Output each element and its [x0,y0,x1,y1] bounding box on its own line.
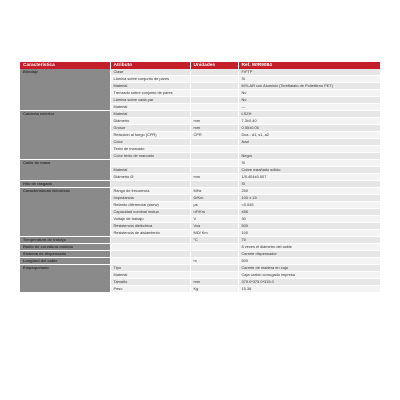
attribute-cell: Material [110,272,190,279]
value-cell: 100 [238,230,380,237]
attribute-cell: Lámina sobre conjunto de pares [110,76,190,83]
unit-cell: Vca [190,223,238,230]
value-cell: 500 [238,258,380,265]
value-cell: No [238,90,380,97]
unit-cell: °C [190,237,238,244]
value-cell: Cobre estañado sólido [238,167,380,174]
value-cell: Carrete de madera en caja [238,265,380,272]
header-ref: Ref. WIR9084 [238,62,380,69]
attribute-cell: Resistencia de aislamiento [110,230,190,237]
table-row [20,258,380,265]
value-cell: Negro [238,153,380,160]
unit-cell: m [190,258,238,265]
attribute-cell: Capacidad nominal mutua [110,209,190,216]
attribute-cell: Color texto de marcado [110,153,190,160]
unit-cell [190,111,238,118]
value-cell: Dca - d1, s1, a2 [238,132,380,139]
unit-cell [190,160,238,167]
unit-cell: mm [190,279,238,286]
unit-cell [190,76,238,83]
group-label: Sistema de dispensado [20,251,110,258]
unit-cell: CPR [190,132,238,139]
attribute-cell: Diámetro [110,118,190,125]
attribute-cell: Peso [110,286,190,293]
attribute-cell: Clase [110,69,190,76]
value-cell: F/FTP [238,69,380,76]
table-row [20,244,380,251]
spec-table [20,62,380,293]
value-cell: 1/0.404±0.007 [238,174,380,181]
value-cell: 8 veces el diámetro del cable [238,244,380,251]
value-cell: <0.045 [238,202,380,209]
table-row [20,181,380,188]
unit-cell [190,244,238,251]
header-unidades: Unidades [190,62,238,69]
attribute-cell: Resistencia dieléctrica [110,223,190,230]
attribute-cell: Rango de frecuencia [110,188,190,195]
value-cell: 250 [238,188,380,195]
value-cell: Si [238,181,380,188]
value-cell: Si [238,76,380,83]
attribute-cell [110,244,190,251]
attribute-cell: Material [110,167,190,174]
attribute-cell: Grosor [110,125,190,132]
attribute-cell: Reacción al fuego (CPR) [110,132,190,139]
unit-cell [190,153,238,160]
unit-cell: nF/Km [190,209,238,216]
value-cell: Carrete dispensador [238,251,380,258]
header-caracteristica: Característica [20,62,110,69]
value-cell: LSZH [238,111,380,118]
unit-cell: mm [190,118,238,125]
unit-cell [190,139,238,146]
group-label: Radio de curvatura mínimo [20,244,110,251]
group-label: Longitud del cable [20,258,110,265]
value-cell: Azul [238,139,380,146]
unit-cell [190,97,238,104]
table-row [20,265,380,272]
unit-cell: Ω/Km [190,195,238,202]
value-cell: 100 ± 15 [238,195,380,202]
attribute-cell [110,237,190,244]
value-cell: Si [238,160,380,167]
value-cell: — [238,104,380,111]
table-row [20,188,380,195]
value-cell: ≤56 [238,209,380,216]
value-cell: 30 [238,216,380,223]
spec-body [20,69,380,293]
unit-cell [190,167,238,174]
attribute-cell: Material [110,83,190,90]
unit-cell [190,90,238,97]
value-cell: 0.55±0.05 [238,125,380,132]
group-label: Características eléctricas [20,188,110,237]
unit-cell [190,83,238,90]
spec-sheet [20,62,380,293]
attribute-cell [110,160,190,167]
header-atributo: Atributo [110,62,190,69]
table-row [20,237,380,244]
attribute-cell [110,258,190,265]
unit-cell: V [190,216,238,223]
value-cell: 500 [238,223,380,230]
unit-cell [190,146,238,153]
group-label: Cubierta exterior [20,111,110,160]
attribute-cell: Tamaño [110,279,190,286]
attribute-cell: Lámina sobre cada par [110,97,190,104]
attribute-cell: Diámetro Ø [110,174,190,181]
value-cell: Caja cartón corrugado impresa [238,272,380,279]
attribute-cell: Tipo [110,265,190,272]
group-label: Temperatura de trabajo [20,237,110,244]
value-cell: 375.0*375.0*315.0 [238,279,380,286]
attribute-cell: Color [110,139,190,146]
header-row [20,62,380,69]
attribute-cell: Trenzado sobre conjunto de pares [110,90,190,97]
unit-cell [190,272,238,279]
value-cell: 75 [238,237,380,244]
unit-cell [190,104,238,111]
unit-cell [190,251,238,258]
unit-cell: mm [190,125,238,132]
attribute-cell [110,251,190,258]
group-label: Cable de masa [20,160,110,181]
table-row [20,111,380,118]
unit-cell [190,181,238,188]
attribute-cell [110,181,190,188]
unit-cell: Kg [190,286,238,293]
value-cell: 15.36 [238,286,380,293]
group-label: Hilo de rasgado [20,181,110,188]
unit-cell: μs [190,202,238,209]
group-label: Blindaje [20,69,110,111]
group-label: Empaquetado [20,265,110,293]
attribute-cell: Impedancia [110,195,190,202]
value-cell: No [238,97,380,104]
attribute-cell: Voltaje de trabajo [110,216,190,223]
table-row [20,160,380,167]
attribute-cell: Texto de marcado [110,146,190,153]
value-cell [238,146,380,153]
value-cell: MYLAR con Aluminio (Tereftalato de Polietileno PET) [238,83,380,90]
attribute-cell: Material [110,104,190,111]
unit-cell: mm [190,174,238,181]
unit-cell: MΩ/ Km [190,230,238,237]
table-row [20,251,380,258]
value-cell: 7.3±0.40 [238,118,380,125]
unit-cell [190,265,238,272]
unit-cell: MHz [190,188,238,195]
attribute-cell: Material [110,111,190,118]
attribute-cell: Retardo diferencial (skew) [110,202,190,209]
